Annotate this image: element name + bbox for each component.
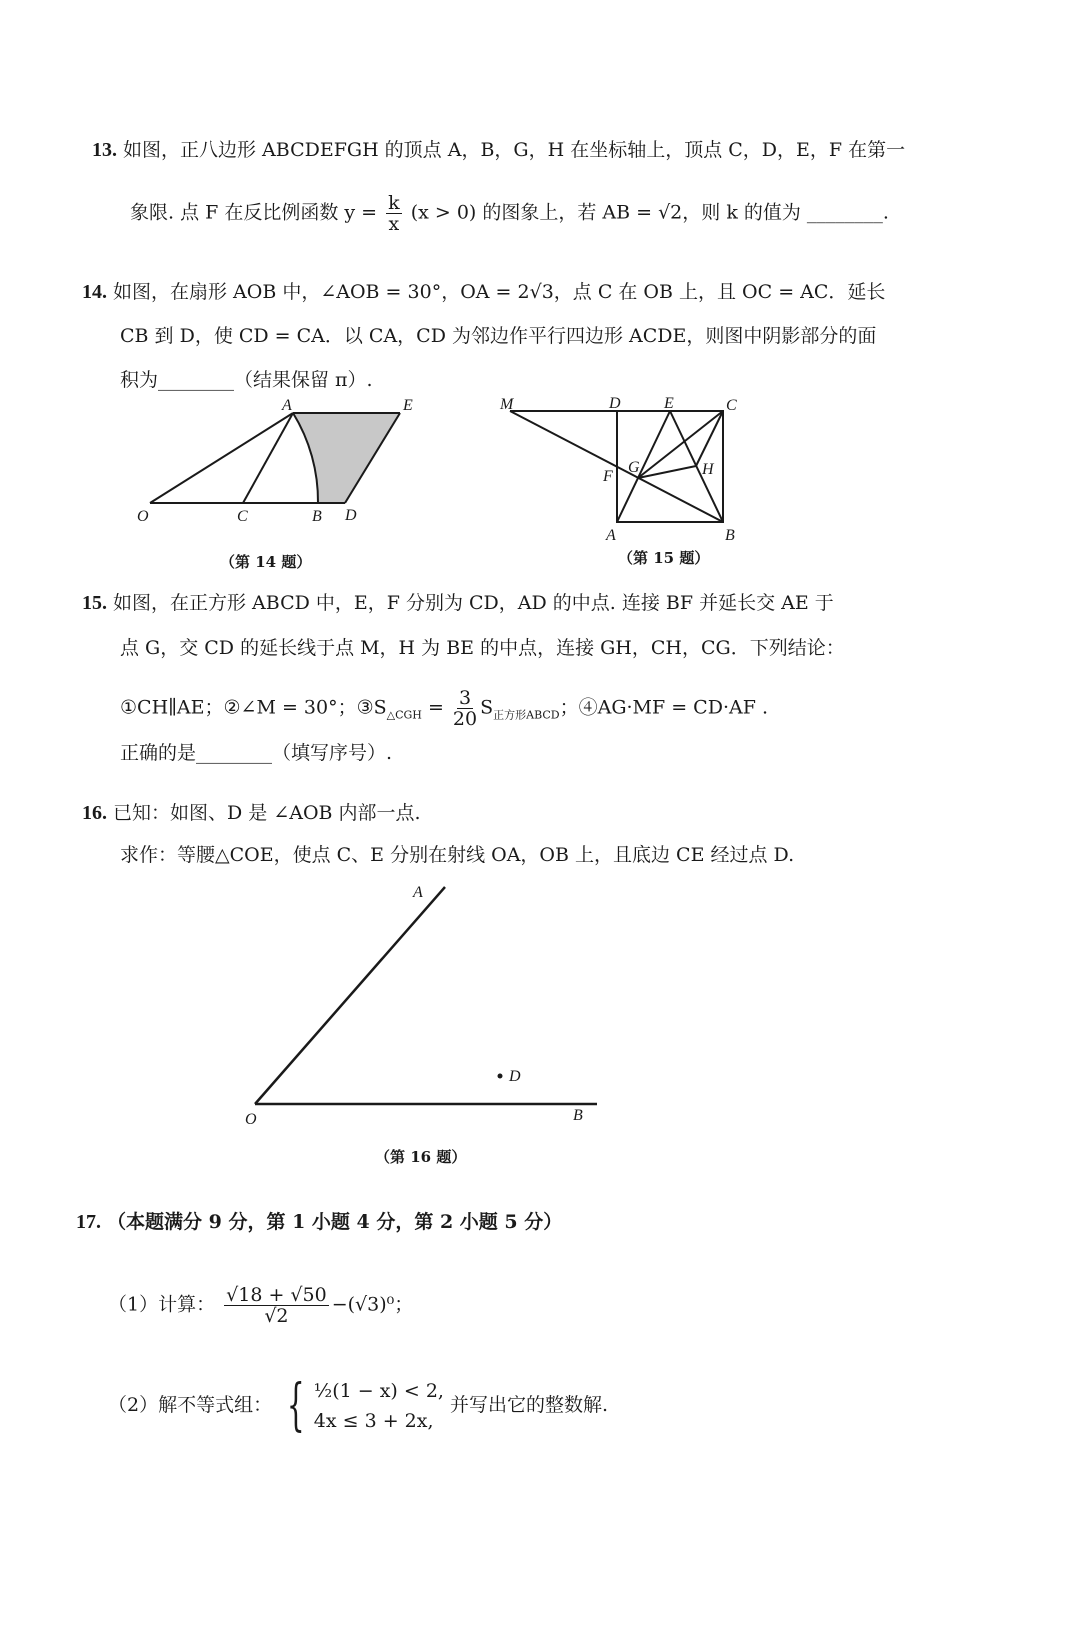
q14-number: 14. xyxy=(82,281,107,303)
q16-number: 16. xyxy=(82,802,107,824)
q15-s: S xyxy=(480,696,494,719)
figure-15 xyxy=(510,411,723,522)
q17-header-text: （本题满分 9 分，第 1 小题 4 分，第 2 小题 5 分） xyxy=(107,1211,563,1233)
q15-text3b: ；④AG·MF = CD·AF . xyxy=(559,696,768,719)
label-G: G xyxy=(628,459,640,476)
label-C: C xyxy=(726,397,737,414)
q15-eq: = xyxy=(421,696,444,719)
q17-header xyxy=(76,1210,562,1234)
q14-line3[interactable]: 积为________（结果保留 π）. xyxy=(120,369,373,391)
frac-den: √2 xyxy=(264,1305,289,1327)
q14-line2: CB 到 D，使 CD = CA．以 CA，CD 为邻边作平行四边形 ACDE，则图中阴影部分的面 xyxy=(120,325,877,347)
q16-line2: 求作：等腰△COE，使点 C、E 分别在射线 OA，OB 上，且底边 CE 经过点 D. xyxy=(120,844,795,866)
q13-text2a: 象限. 点 F 在反比例函数 y = xyxy=(130,201,378,224)
frac-den: x xyxy=(388,213,400,235)
q14-text1: 如图，在扇形 AOB 中，∠AOB = 30°，OA = 2√3，点 C 在 OB 上，且 OC = AC．延长 xyxy=(113,281,886,303)
label-D: D xyxy=(509,1068,521,1085)
label-F: F xyxy=(603,468,613,485)
q15-fraction xyxy=(453,688,477,729)
frac-num: √18 + √50 xyxy=(226,1284,327,1306)
q15-number: 15. xyxy=(82,592,107,614)
label-A: A xyxy=(282,397,292,414)
q16-text1: 已知：如图、D 是 ∠AOB 内部一点. xyxy=(113,802,421,824)
q17-p1-tail: −(√3)⁰； xyxy=(331,1293,414,1316)
label-E: E xyxy=(403,397,413,414)
q15-line2: 点 G，交 CD 的延长线于点 M，H 为 BE 的中点，连接 GH，CH，CG．下列结论： xyxy=(120,637,845,659)
q13-text1: 如图，正八边形 ABCDEFGH 的顶点 A，B，G，H 在坐标轴上，顶点 C，D，E，F 在第一 xyxy=(123,139,906,161)
q16-line1 xyxy=(82,801,421,825)
frac-num: 3 xyxy=(458,687,472,709)
q15-sub2: 正方形ABCD xyxy=(493,708,560,722)
caption-15: （第 15 题） xyxy=(618,549,710,567)
figure-14 xyxy=(150,413,400,503)
q15-line1 xyxy=(82,591,834,615)
label-O: O xyxy=(245,1111,257,1128)
q13-answer-blank[interactable]: ________. xyxy=(806,201,889,224)
label-B: B xyxy=(312,508,322,525)
q15-line3 xyxy=(120,688,768,729)
q15-line4[interactable]: 正确的是________（填写序号）. xyxy=(120,742,393,764)
q15-text1: 如图，在正方形 ABCD 中，E，F 分别为 CD，AD 的中点. 连接 BF 并延长交 AE 于 xyxy=(113,592,834,614)
label-D: D xyxy=(609,395,621,412)
label-O: O xyxy=(137,508,149,525)
figure-16 xyxy=(255,887,597,1104)
q15-text3a: ①CH∥AE；②∠M = 30°；③S xyxy=(120,696,387,719)
shaded-region xyxy=(293,413,400,503)
label-A: A xyxy=(606,527,616,544)
caption-16: （第 16 题） xyxy=(375,1148,467,1166)
frac-num: k xyxy=(388,192,400,214)
brace-icon: { xyxy=(287,1373,305,1438)
q13-text2b: (x > 0) 的图象上，若 AB = √2，则 k 的值为 xyxy=(410,201,801,224)
caption-14: （第 14 题） xyxy=(220,553,312,571)
q13-number: 13. xyxy=(92,139,117,161)
label-B: B xyxy=(573,1107,583,1124)
label-B: B xyxy=(725,527,735,544)
q17-p2-label: （2）解不等式组： xyxy=(108,1394,273,1416)
label-E: E xyxy=(664,395,674,412)
q17-p1-fraction xyxy=(224,1285,329,1326)
point-D xyxy=(498,1074,503,1079)
q17-part1 xyxy=(108,1285,413,1326)
q17-number: 17. xyxy=(76,1211,101,1233)
frac-den: 20 xyxy=(452,708,478,730)
q17-p2-tail: 并写出它的整数解. xyxy=(450,1394,609,1416)
q17-p1-label: （1）计算： xyxy=(108,1293,216,1316)
label-C: C xyxy=(237,508,248,525)
inequality-2: 4x ≤ 3 + 2x, xyxy=(313,1410,434,1432)
inequality-system xyxy=(278,1373,444,1438)
label-H: H xyxy=(702,461,714,478)
inequality-1: ½(1 − x) < 2, xyxy=(313,1380,444,1402)
label-M: M xyxy=(500,396,514,413)
label-D: D xyxy=(345,507,357,524)
label-A: A xyxy=(413,884,423,901)
q17-part2 xyxy=(108,1373,609,1438)
q15-sub1: △CGH xyxy=(386,708,422,722)
